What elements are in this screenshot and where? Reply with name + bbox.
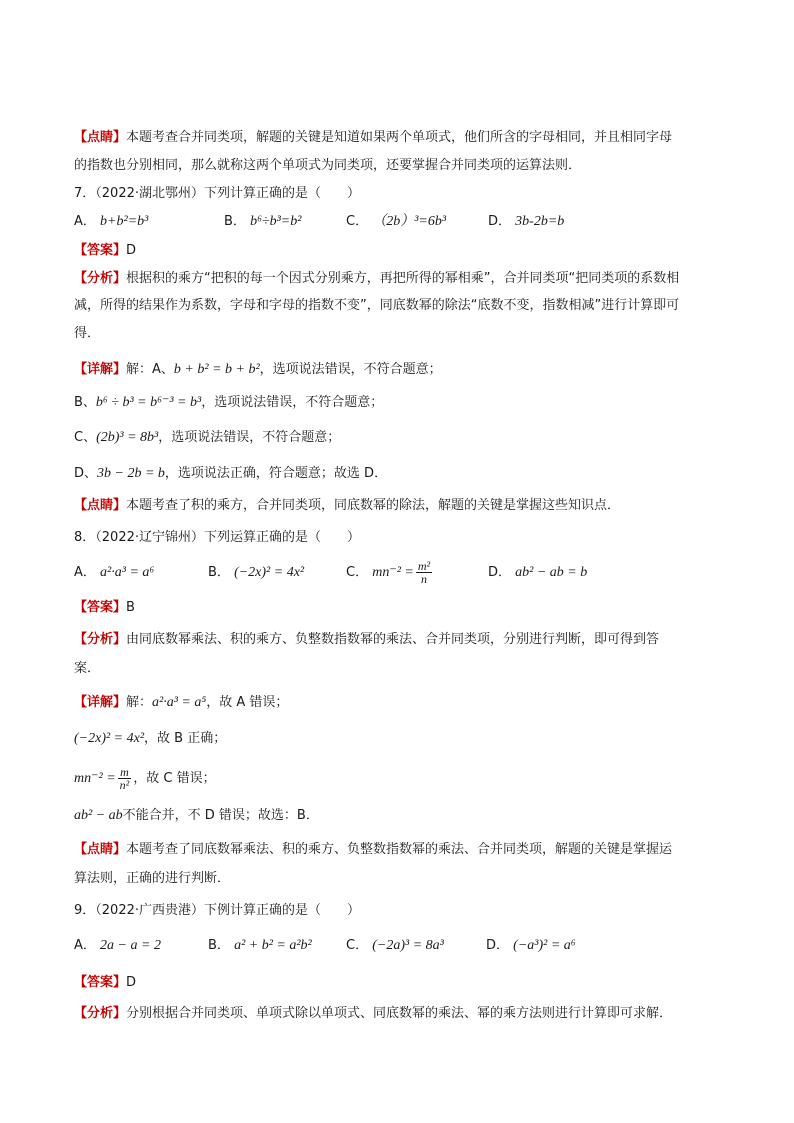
q7-dianjing: 【点睛】本题考查了积的乘方，合并同类项，同底数幂的除法，解题的关键是掌握这些知识点． xyxy=(74,498,621,513)
q9-option-b: B． a² + b² = a²b² xyxy=(208,938,312,953)
q6-dianjing-line1: 【点睛】本题考查合并同类项，解题的关键是知道如果两个单项式，他们所含的字母相同，并且相同字母 xyxy=(74,130,673,145)
q7-option-d: D． 3b-2b=b xyxy=(488,214,565,229)
q8-option-d: D． ab² − ab = b xyxy=(488,565,588,580)
q8-xiangjie-line1: 【详解】解：a²·a³ = a⁵，故 A 错误； xyxy=(74,695,289,710)
q7-option-a: A． b+b²=b³ xyxy=(74,214,149,229)
q7-answer: 【答案】D xyxy=(74,243,137,258)
q8-dianjing-line1: 【点睛】本题考查了同底数幂乘法、积的乘方、负整数指数幂的乘法、合并同类项，解题的关键是掌握运 xyxy=(74,842,673,857)
q8-option-c: C． mn⁻² = $\frac{\text{m²}}{n}$ xyxy=(346,559,431,586)
q7-fenxi-line2: 减，所得的结果作为系数，字母和字母的指数不变”，同底数幂的除法“底数不变，指数相减”进行计算即可 xyxy=(74,298,680,313)
q9-option-a: A． 2a − a = 2 xyxy=(74,938,161,953)
q7-xiangjie-line1: 【详解】解：A、b + b² = b + b²，选项说法错误，不符合题意； xyxy=(74,362,442,377)
q7-stem: 7．（2022·湖北鄂州）下列计算正确的是（ ） xyxy=(74,186,360,201)
q7-option-b: B． b⁶÷b³=b² xyxy=(224,214,302,229)
fraction: $\frac{\text{m²}}{n}$ xyxy=(417,559,431,586)
q9-option-c: C． (−2a)³ = 8a³ xyxy=(346,938,444,953)
q8-fenxi-line1: 【分析】由同底数幂乘法、积的乘方、负整数指数幂的乘法、合并同类项，分别进行判断，即可得到答 xyxy=(74,632,660,647)
q7-xiangjie-line2: B、b⁶ ÷ b³ = b⁶⁻³ = b³，选项说法错误，不符合题意； xyxy=(74,395,384,410)
q8-option-a: A． a²·a³ = a⁶ xyxy=(74,565,155,580)
q8-answer: 【答案】B xyxy=(74,600,135,615)
q7-xiangjie-line4: D、3b − 2b = b，选项说法正确，符合题意；故选 D． xyxy=(74,466,388,481)
q9-fenxi-line1: 【分析】分别根据合并同类项、单项式除以单项式、同底数幂的乘法、幂的乘方法则进行计算即可求解． xyxy=(74,1006,673,1021)
q7-fenxi-line3: 得． xyxy=(74,326,101,341)
q7-option-c: C． （2b）³=6b³ xyxy=(346,214,447,229)
dianjing-tag: 【点睛】 xyxy=(74,130,127,145)
q8-stem: 8．（2022·辽宁锦州）下列运算正确的是（ ） xyxy=(74,530,360,545)
fraction: $\frac{m}{\text{n²}}$ xyxy=(119,765,130,792)
q9-stem: 9．（2022·广西贵港）下例计算正确的是（ ） xyxy=(74,903,360,918)
q7-xiangjie-line3: C、(2b)³ = 8b³，选项说法错误，不符合题意； xyxy=(74,430,341,445)
q8-xiangjie-line2: (−2x)² = 4x²，故 B 正确； xyxy=(74,731,227,746)
q8-xiangjie-line3: mn⁻² = $\frac{m}{\text{n²}}$ ，故 C 错误； xyxy=(74,765,216,792)
q9-option-d: D． (−a³)² = a⁶ xyxy=(486,938,576,953)
q8-dianjing-line2: 算法则，正确的进行判断． xyxy=(74,871,231,886)
q8-fenxi-line2: 案． xyxy=(74,661,101,676)
q8-option-b: B． (−2x)² = 4x² xyxy=(208,565,305,580)
q7-fenxi-line1: 【分析】根据积的乘方“把积的每一个因式分别乘方，再把所得的幂相乘”，合并同类项“把同类项的系数相 xyxy=(74,271,680,286)
q8-xiangjie-line4: ab² − ab不能合并，不 D 错误；故选：B． xyxy=(74,808,319,823)
q9-answer: 【答案】D xyxy=(74,975,137,990)
q6-dianjing-line2: 的指数也分别相同，那么就称这两个单项式为同类项，还要掌握合并同类项的运算法则． xyxy=(74,158,582,173)
